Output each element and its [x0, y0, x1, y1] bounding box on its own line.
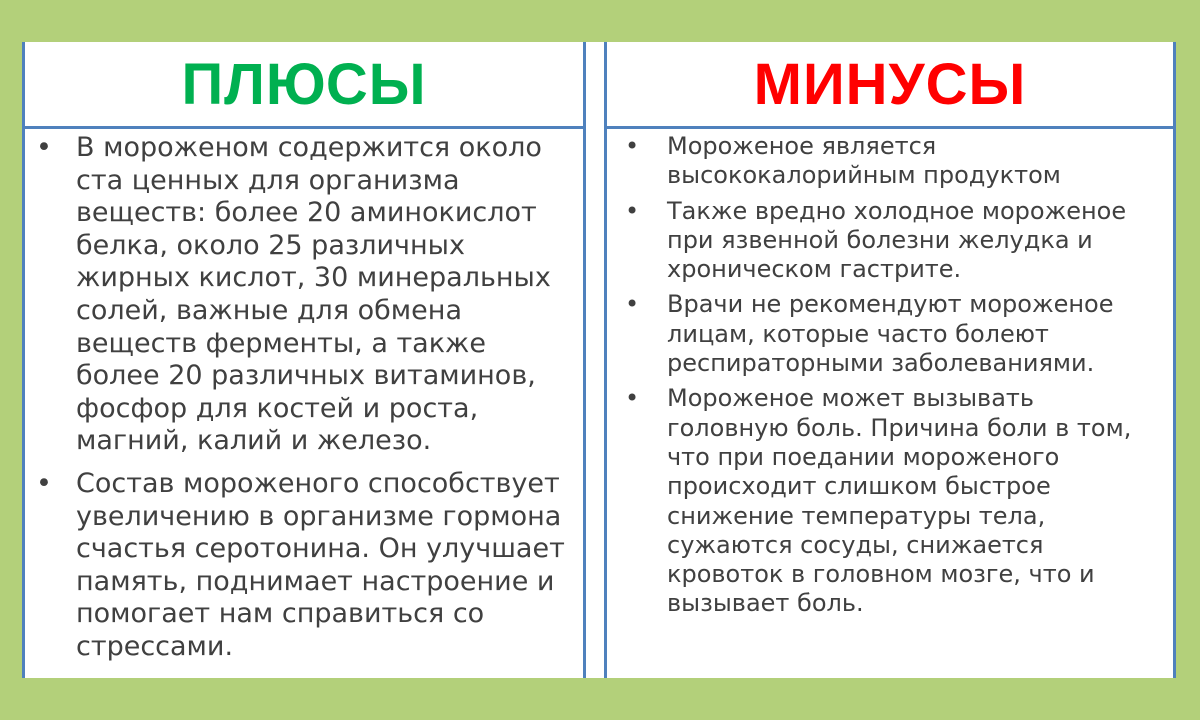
cons-item: [614, 290, 1152, 378]
comparison-table: [22, 42, 1176, 678]
table-border-right: [1173, 42, 1176, 678]
bullet-icon: •: [625, 384, 640, 413]
cons-header-divider: [604, 126, 1176, 129]
bullet-icon: •: [36, 467, 52, 499]
pros-item-text: Состав мороженого способствует увеличению в организме гормона счастья серотонина. Он улучшает память, поднимает настроение и помогает нам справиться со стрессами.: [76, 467, 565, 662]
pros-list: [28, 132, 568, 674]
cons-item-text: Также вредно холодное мороженое при язвенной болезни желудка и хроническом гастрите.: [667, 196, 1127, 284]
cons-item: [614, 384, 1152, 618]
cons-item-text: Врачи не рекомендуют мороженое лицам, которые часто болеют респираторными заболеваниями.: [667, 290, 1114, 378]
table-column-divider-left: [583, 42, 586, 678]
pros-header-divider: [22, 126, 586, 129]
cons-item-text: Мороженое является высококалорийным продуктом: [667, 132, 1061, 190]
pros-title: ПЛЮСЫ: [181, 51, 427, 117]
cons-item-text: Мороженое может вызывать головную боль. Причина боли в том, что при поедании мороженого происходит слишком быстрое снижение температуры тела, сужаются сосуды, снижается кровоток в головном мозге, что и вызывает боль.: [667, 384, 1132, 618]
pros-item: [28, 468, 568, 664]
bullet-icon: •: [625, 196, 640, 225]
cons-title: МИНУСЫ: [753, 51, 1027, 117]
cons-item: [614, 197, 1152, 285]
table-column-divider-right: [604, 42, 607, 678]
bullet-icon: •: [36, 132, 52, 163]
bullet-icon: •: [625, 132, 640, 160]
bullet-icon: •: [625, 290, 640, 319]
pros-item-text: В мороженом содержится около ста ценных для организма веществ: более 20 аминокислот белка, около 25 различных жирных кислот, 30 минеральных солей, важные для обмена веществ ферменты, а также более 20 различных витаминов, фосфор для костей и роста, магний, калий и железо.: [76, 132, 551, 457]
cons-item: [614, 132, 1152, 191]
cons-list: [614, 132, 1152, 625]
pros-item: [28, 132, 568, 458]
table-border-left: [22, 42, 25, 678]
